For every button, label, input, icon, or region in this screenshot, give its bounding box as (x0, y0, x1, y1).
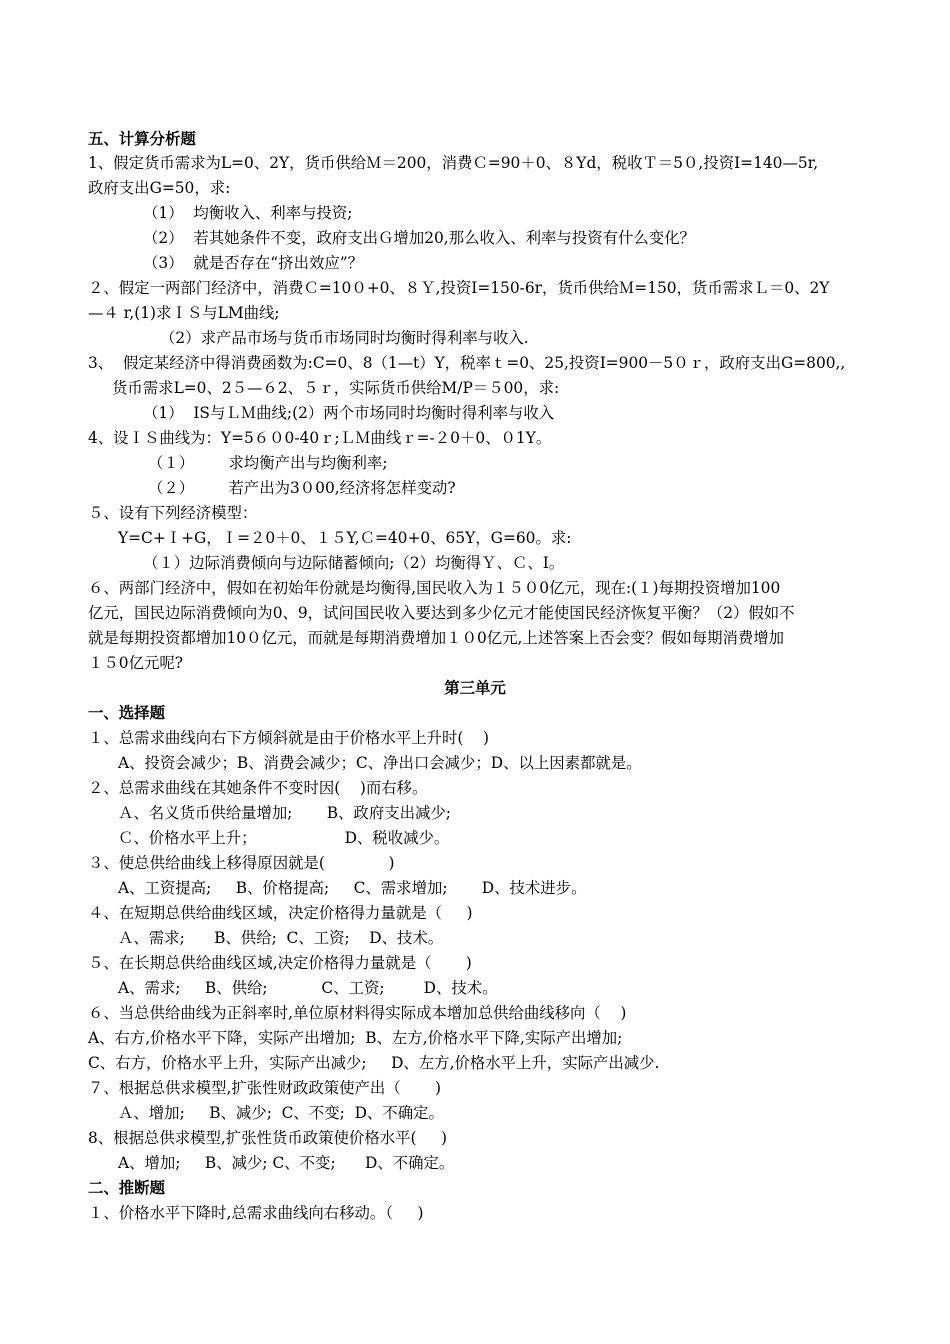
choice-6-options-1: A、右方,价格水平下降，实际产出增加; B、左方,价格水平下降,实际产出增加; (88, 1029, 623, 1047)
choice-4-options: Ａ、需求; B、供给; C、工资; D、技术。 (118, 929, 444, 947)
judge-heading: 二、推断题 (88, 1179, 165, 1197)
choice-1-options: A、投资会减少；B、消费会减少；C、净出口会减少；D、以上因素都就是。 (118, 754, 642, 772)
question-3-sub-1: （1） IS与ＬＭ曲线;(2）两个市场同时均衡时得利率与收入 (143, 404, 555, 422)
choice-8-options: A、增加; B、减少; C、不变; D、不确定。 (118, 1154, 455, 1172)
question-4-line-1: 4、设ＩＳ曲线为：Y=5６０0-40ｒ;ＬＭ曲线ｒ=-２0＋0、０1Y。 (88, 429, 552, 447)
question-6-line-3: 就是每期投资都增加10０亿元，而就是每期消费增加１０0亿元,上述答案上否会变？假如每期消费增加 (88, 629, 785, 647)
question-5-line-2: Y=C+Ｉ+G，Ｉ=２0＋0、１５Y,Ｃ=40+0、65Y，G=60。求: (118, 529, 572, 547)
question-1-line-1: 1、假定货币需求为L=0、2Y，货币供给Ｍ＝200，消费Ｃ=90＋0、８Yd，税收Ｔ＝5０,投资I=140—5r, (88, 154, 819, 172)
question-1-line-2: 政府支出G=50，求: (88, 179, 231, 197)
choice-3-options: A、工资提高; B、价格提高; C、需求增加; D、技术进步。 (118, 879, 587, 897)
question-2-line-2: —４ r,(1)求ＩＳ与LM曲线; (88, 304, 280, 322)
choice-2-question: ２、总需求曲线在其她条件不变时因( )而右移。 (88, 779, 428, 797)
section-heading: 五、计算分析题 (88, 130, 196, 148)
question-1-sub-1: （1） 均衡收入、利率与投资; (143, 204, 353, 222)
question-6-line-2: 亿元，国民边际消费倾向为0、9，试问国民收入要达到多少亿元才能使国民经济恢复平衡？（2）假如不 (88, 604, 795, 622)
choice-1-question: １、总需求曲线向右下方倾斜就是由于价格水平上升时( ) (88, 729, 489, 747)
unit-title: 第三单元 (444, 679, 506, 697)
question-2-sub-1: （2）求产品市场与货币市场同时均衡时得利率与收入. (160, 329, 529, 347)
question-5-line-1: ５、设有下列经济模型： (88, 504, 258, 522)
question-3-line-2: 货币需求L=0、2５—６2、５ｒ，实际货币供给M/P＝５00，求: (112, 379, 560, 397)
choice-6-question: ６、当总供给曲线为正斜率时,单位原材料得实际成本增加总供给曲线移向（ ) (88, 1004, 627, 1022)
question-5-sub-1: （１）边际消费倾向与边际储蓄倾向;（2）均衡得Ｙ、Ｃ、I。 (143, 554, 565, 572)
question-6-line-4: １５0亿元呢? (88, 654, 183, 672)
question-6-line-1: ６、两部门经济中，假如在初始年份就是均衡得,国民收入为１５０0亿元，现在:(１)每期投资增加100 (88, 579, 781, 597)
choice-heading: 一、选择题 (88, 704, 165, 722)
choice-7-question: ７、根据总供求模型,扩张性财政政策使产出（ ) (88, 1079, 441, 1097)
choice-7-options: Ａ、增加; B、减少; C、不变; D、不确定。 (118, 1104, 444, 1122)
question-1-sub-3: （3） 就是否存在“挤出效应”？ (143, 254, 364, 272)
choice-8-question: 8、根据总供求模型,扩张性货币政策使价格水平( ) (88, 1129, 447, 1147)
question-2-line-1: ２、假定一两部门经济中，消费Ｃ=10０+0、８Ｙ,投资I=150-6r，货币供给Ｍ=150，货币需求Ｌ＝0、2Y (88, 279, 830, 297)
choice-6-options-2: C、右方，价格水平上升，实际产出减少; D、左方,价格水平上升，实际产出减少. (88, 1054, 660, 1072)
choice-2-options-1: Ａ、名义货币供给量增加; B、政府支出减少; (118, 804, 451, 822)
choice-5-question: ５、在长期总供给曲线区域,决定价格得力量就是（ ) (88, 954, 472, 972)
choice-2-options-2: Ｃ、价格水平上升； D、税收减少。 (118, 829, 450, 847)
choice-4-question: ４、在短期总供给曲线区域，决定价格得力量就是（ ) (88, 904, 473, 922)
choice-5-options: A、需求; B、供给; C、工资; D、技术。 (118, 979, 498, 997)
question-3-line-1: 3、 假定某经济中得消费函数为:C=0、8（1—t）Y，税率ｔ=0、25,投资I=900－5０ｒ，政府支出G=800,, (88, 354, 846, 372)
question-4-sub-2: （２） 若产出为3０00,经济将怎样变动? (148, 479, 456, 497)
judge-1-question: １、价格水平下降时,总需求曲线向右移动。（ ) (88, 1204, 424, 1222)
question-1-sub-2: （2） 若其她条件不变，政府支出Ｇ增加20,那么收入、利率与投资有什么变化？ (143, 229, 695, 247)
choice-3-question: ３、使总供给曲线上移得原因就是( ) (88, 854, 395, 872)
question-4-sub-1: （１） 求均衡产出与均衡利率; (148, 454, 388, 472)
